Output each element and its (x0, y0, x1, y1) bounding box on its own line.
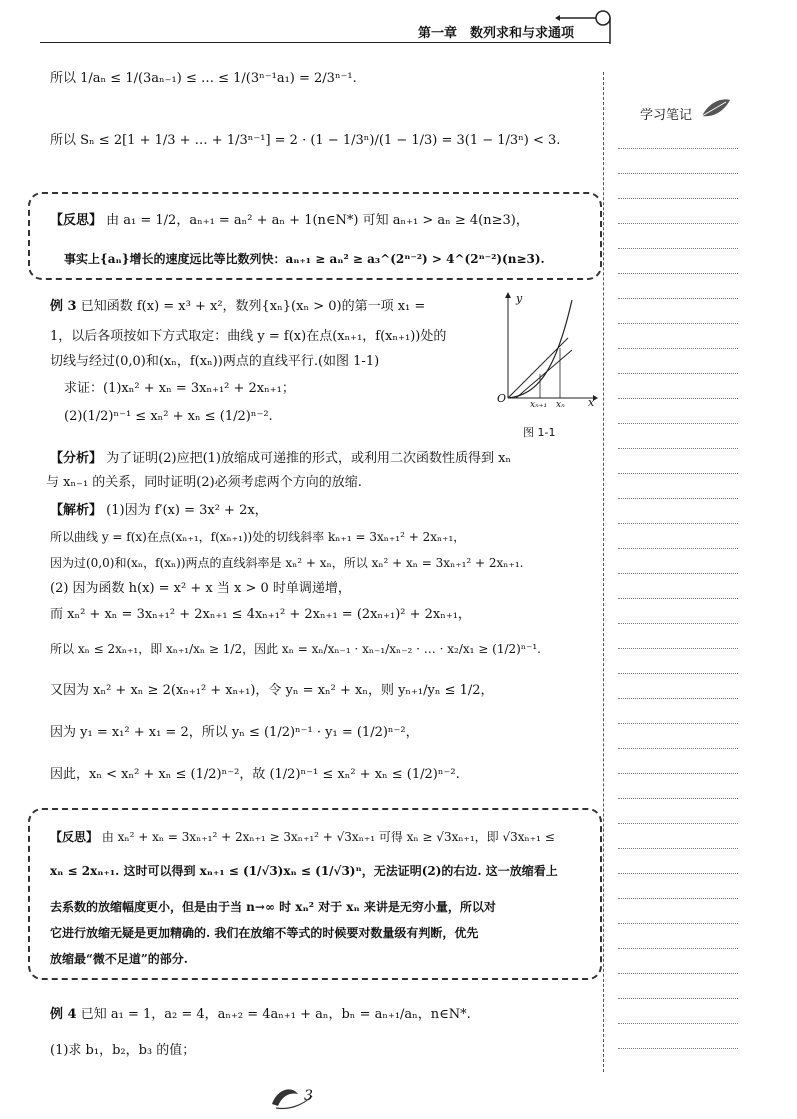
analysis (50, 448, 511, 470)
text-line: 去系数的放缩幅度更小，但是由于当 n→∞ 时 xₙ² 对于 xₙ 来讲是无穷小量，所以对 (50, 900, 496, 914)
text-line: 因此，xₙ < xₙ² + xₙ ≤ (1/2)ⁿ⁻²，故 (1/2)ⁿ⁻¹ ≤ xₙ² + xₙ ≤ (1/2)ⁿ⁻². (50, 767, 460, 782)
example-3 (50, 296, 425, 318)
text-line: 因为 y₁ = x₁² + x₁ = 2，所以 yₙ ≤ (1/2)ⁿ⁻¹ · y₁ = (1/2)ⁿ⁻²， (50, 725, 419, 740)
text-line: 又因为 xₙ² + xₙ ≥ 2(xₙ₊₁² + xₙ₊₁)，令 yₙ = xₙ² + xₙ，则 yₙ₊₁/yₙ ≤ 1/2， (50, 683, 494, 698)
sidebar-divider (603, 72, 604, 1072)
text-line: 切线与经过(0,0)和(xₙ，f(xₙ))两点的直线平行.(如图 1-1) (50, 354, 380, 369)
fig-axis-y: y (516, 292, 523, 305)
reflection-tag (50, 826, 555, 848)
text-line: 求证：(1)xₙ² + xₙ = 3xₙ₊₁² + 2xₙ₊₁； (64, 381, 295, 396)
figure-caption: 图 1-1 (523, 426, 556, 439)
reflection-label: 【反思】 (50, 830, 99, 844)
text-line: 事实上{aₙ}增长的速度远比等比数列快：aₙ₊₁ ≥ aₙ² ≥ a₃^(2ⁿ⁻²) > 4^(2ⁿ⁻²)(n≥3). (64, 252, 545, 266)
text-line: 所以 1/aₙ ≤ 1/(3aₙ₋₁) ≤ … ≤ 1/(3ⁿ⁻¹a₁) = 2/3ⁿ⁻¹. (50, 71, 357, 86)
text-line: 因为过(0,0)和(xₙ，f(xₙ))两点的直线斜率是 xₙ² + xₙ，所以 xₙ² + xₙ = 3xₙ₊₁² + 2xₙ₊₁. (50, 556, 524, 570)
page-number: 3 (304, 1088, 313, 1104)
leaf-icon (700, 96, 732, 122)
header-rule (40, 42, 610, 43)
text-line: 所以 xₙ ≤ 2xₙ₊₁，即 xₙ₊₁/xₙ ≥ 1/2，因此 xₙ = xₙ/xₙ₋₁ · xₙ₋₁/xₙ₋₂ · … · x₂/x₁ ≥ (1/2)ⁿ⁻¹. (50, 642, 541, 656)
reflection-tag (50, 210, 529, 232)
text-line: 所以曲线 y = f(x)在点(xₙ₊₁，f(xₙ₊₁))处的切线斜率 kₙ₊₁ = 3xₙ₊₁² + 2xₙ₊₁， (50, 530, 466, 544)
fig-tick-xn1: xₙ₊₁ (530, 400, 548, 410)
fig-axis-x: x (588, 396, 595, 409)
text-line: (1)因为 f′(x) = 3x² + 2x， (106, 503, 268, 518)
chapter-title: 第一章 数列求和与求通项 (418, 26, 575, 41)
text-line: 所以 Sₙ ≤ 2[1 + 1/3 + … + 1/3ⁿ⁻¹] = 2 · (1 − 1/3ⁿ)/(1 − 1/3) = 3(1 − 1/3ⁿ) < 3. (50, 133, 561, 148)
text-line: xₙ ≤ 2xₙ₊₁. 这时可以得到 xₙ₊₁ ≤ (1/√3)xₙ ≤ (1/√3)ⁿ，无法证明(2)的右边. 这一放缩看上 (50, 864, 558, 878)
text-line: 放缩最“微不足道”的部分. (50, 952, 188, 966)
text-line: (2) 因为函数 h(x) = x² + x 当 x > 0 时单调递增， (50, 581, 351, 596)
text-line: 1，以后各项按如下方式取定：曲线 y = f(x)在点(xₙ₊₁，f(xₙ₊₁))处的 (50, 329, 447, 344)
text-line: 由 xₙ² + xₙ = 3xₙ₊₁² + 2xₙ₊₁ ≥ 3xₙ₊₁² + √3xₙ₊₁ 可得 xₙ ≥ √3xₙ₊₁，即 √3xₙ₊₁ ≤ (101, 830, 555, 844)
text-line: 由 a₁ = 1/2，aₙ₊₁ = aₙ² + aₙ + 1(n∈N*) 可知 aₙ₊₁ > aₙ ≥ 4(n≥3)， (106, 213, 529, 228)
reflection-label: 【反思】 (50, 213, 103, 228)
solution (50, 500, 268, 522)
example-label: 例 3 (50, 299, 77, 314)
text-line: (2)(1/2)ⁿ⁻¹ ≤ xₙ² + xₙ ≤ (1/2)ⁿ⁻². (64, 409, 273, 424)
analysis-label: 【分析】 (50, 451, 103, 466)
fig-tick-xn: xₙ (556, 400, 565, 410)
example-label: 例 4 (50, 1007, 77, 1022)
sidebar-label: 学习笔记 (640, 108, 693, 123)
text-line: 已知函数 f(x) = x³ + x²，数列{xₙ}(xₙ > 0)的第一项 x₁ = (80, 299, 426, 314)
text-line: 与 xₙ₋₁ 的关系，同时证明(2)必须考虑两个方向的放缩. (46, 475, 362, 490)
text-line: 为了证明(2)应把(1)放缩成可递推的形式，或利用二次函数性质得到 xₙ (106, 451, 512, 466)
text-line: (1)求 b₁，b₂，b₃ 的值； (50, 1043, 196, 1058)
header-ornament-icon (555, 6, 615, 46)
text-line: 而 xₙ² + xₙ = 3xₙ₊₁² + 2xₙ₊₁ ≤ 4xₙ₊₁² + 2xₙ₊₁ = (2xₙ₊₁)² + 2xₙ₊₁， (50, 607, 471, 622)
solution-label: 【解析】 (50, 503, 103, 518)
text-line: 已知 a₁ = 1，a₂ = 4，aₙ₊₂ = 4aₙ₊₁ + aₙ，bₙ = aₙ₊₁/aₙ，n∈N*. (80, 1007, 471, 1022)
text-line: 它进行放缩无疑是更加精确的. 我们在放缩不等式的时候要对数量级有判断，优先 (50, 926, 479, 940)
fig-origin: O (497, 392, 507, 405)
example-4 (50, 1004, 471, 1026)
